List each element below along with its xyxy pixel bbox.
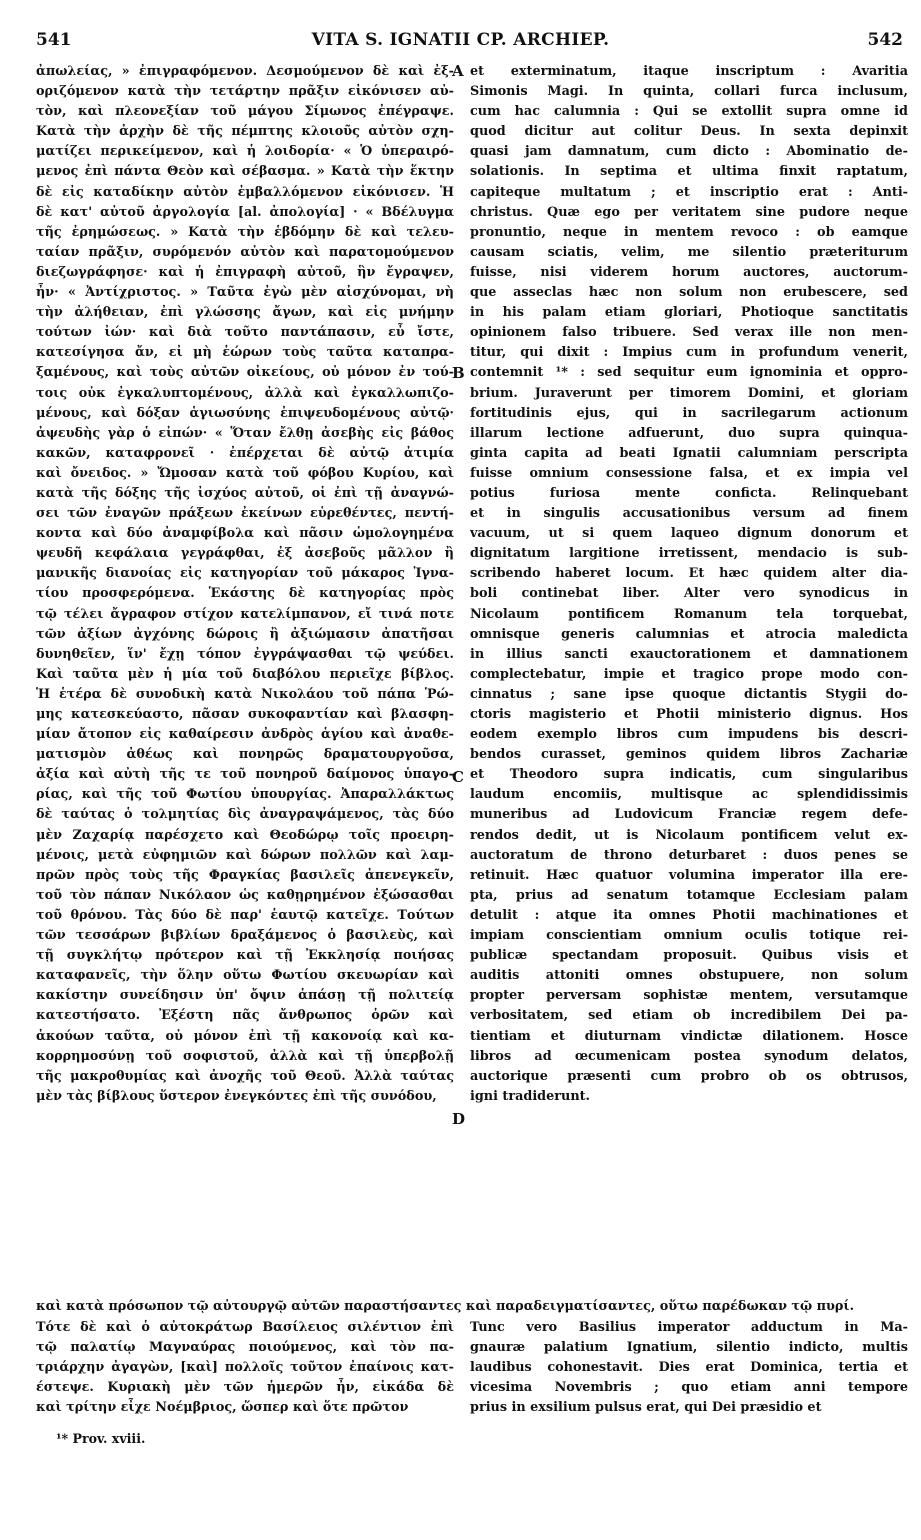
latin-text-line: ctoris magisterio et Photii ministerio dignus. Hos	[470, 707, 908, 722]
latin-text-line: que asseclas hæc non solum non erubescere, sed	[470, 285, 908, 301]
latin-text-line: dignitatum largitione irretissent, mendacio is sub-	[470, 546, 908, 562]
latin-text-line: verbositatem, sed etiam ob incredibilem Dei pa-	[470, 1008, 908, 1024]
latin-text-line: muneribus ad Ludovicum Franciæ regem defe-	[470, 807, 908, 823]
greek-text-line: Τότε δὲ καὶ ὁ αὐτοκράτωρ Βασίλειος σιλέντιον ἐπὶ	[36, 1320, 454, 1335]
latin-text-line: tientiam et diuturnam vindictæ dilationem. Hosce	[470, 1028, 908, 1044]
latin-text-line: fuisse, nisi viderem horum auctores, auctorum-	[470, 264, 908, 280]
latin-text-line: ginta capita ad beati Ignatii calumniam perscripta	[470, 445, 908, 461]
greek-text-line: τῆς μακροθυμίας καὶ ἀνοχῆς τοῦ Θεοῦ. Ἀλλὰ ταύτας	[36, 1068, 454, 1084]
greek-text-line: οριζόμενον κατὰ τὴν τετάρτην πρᾶξιν εἰκόνισεν αὐ-	[36, 84, 454, 100]
greek-text-line: ξαμένους, καὶ τοὺς αὐτῶν οἰκείους, οὐ μόνον ἐν τού-	[36, 365, 454, 381]
greek-text-line: ρίας, καὶ τῆς τοῦ Φωτίου ὑπουργίας. Ἀπαραλλάκτως	[36, 787, 454, 803]
margin-letter-d: D	[452, 1110, 466, 1128]
latin-text-line: publicæ spectandam proposuit. Quibus visis et	[470, 948, 908, 964]
latin-text-line: in his palam etiam gloriari, Photioque sanctitatis	[470, 305, 908, 321]
latin-text-line: fortitudinis ejus, qui in sacrilegarum actionum	[470, 405, 908, 421]
greek-text-line: τῷ τέλει ἄγραφον στίχον κατελίμπανον, εἴ τινά ποτε	[36, 606, 454, 622]
greek-text-line: μίαν ἄτοπον εἰς καθαίρεσιν ἀνδρὸς ἁγίου καὶ ἀναθε-	[36, 727, 454, 743]
latin-text-line: rendos dedit, ut is Nicolaum pontificem velut ex-	[470, 827, 908, 843]
greek-text-line: Καὶ ταῦτα μὲν ἡ μία τοῦ διαβόλου περιεῖχε βίβλος.	[36, 666, 454, 682]
greek-text-line: μὲν τὰς βίβλους ὕστερον ἐνεγκόντες ἐπὶ τῆς συνόδου,	[36, 1088, 437, 1104]
greek-text-line: μένους, καὶ δόξαν ἁγιωσύνης ἐπιψευδομένους αὐτῷ·	[36, 405, 454, 421]
latin-column-continued	[470, 1318, 908, 1418]
greek-text-line: τοῦ θρόνου. Τὰς δύο δὲ παρ' ἑαυτῷ κατεῖχε. Τούτων	[36, 907, 454, 923]
latin-text-line: auditis attoniti omnes obstupuere, non solum	[470, 968, 908, 984]
latin-text-line: et in singulis accusationibus versum ad finem	[470, 506, 908, 522]
latin-text-line: cum hac calumnia : Qui se extollit supra omne id	[470, 104, 908, 120]
greek-text-line: καὶ ὄνειδος. » Ὤμοσαν κατὰ τοῦ φόβου Κυρίου, καὶ	[36, 465, 454, 481]
greek-text-line: καταφανεῖς, τὴν ὅλην οὕτω Φωτίου σκευωρίαν καὶ	[36, 968, 454, 984]
greek-text-line: δὲ εἰς καταδίκην αὐτὸν ἐμβαλλόμενον εἰκόνισεν. Ἡ	[36, 184, 454, 200]
latin-text-line: pta, prius ad senatum totamque Ecclesiam palam	[470, 887, 908, 903]
greek-text-line: τούτων ἰών· καὶ διὰ τοῦτο παντάπασιν, εὖ ἴστε,	[36, 325, 454, 341]
greek-text-line: τίου προσφερόμενα. Ἑκάστης δὲ κατηγορίας πρὸς	[36, 586, 454, 602]
latin-text-line: omnisque generis calumnias et atrocia maledicta	[470, 626, 908, 642]
greek-text-line: ἦν· « Ἀντίχριστος. » Ταῦτα ἐγὼ μὲν αἰσχύνομαι, νὴ	[36, 285, 454, 301]
greek-text-line: τῆς ἐρημώσεως. » Κατὰ τὴν ἑβδόμην δὲ καὶ τελευ-	[36, 224, 454, 240]
latin-text-line: Nicolaum pontificem Romanum tela torquebat,	[470, 606, 908, 622]
latin-text-line: et exterminatum, itaque inscriptum : Avaritia	[470, 64, 908, 79]
greek-text-line: τριάρχην ἀγαγὼν, [καὶ] πολλοῖς τοῦτον ἐπαίνοις κατ-	[36, 1360, 454, 1376]
greek-text-line: κατὰ τῆς δόξης τῆς ἰσχύος αὐτοῦ, οἱ ἐπὶ τῇ ἀναγνώ-	[36, 485, 454, 501]
latin-text-line: vacuum, ut si quem laqueo dignum donorum et	[470, 526, 908, 542]
latin-text-line: contemnit ¹* : sed sequitur eum ignominia et oppro-	[470, 365, 908, 381]
latin-text-line: propter perversam sophistæ mentem, versutamque	[470, 988, 908, 1004]
latin-text-line: eodem exemplo libros cum impudens bis descri-	[470, 727, 908, 743]
greek-text-line: κατεστήσατο. Ἐξέστη πᾶς ἄνθρωπος ὁρῶν καὶ	[36, 1008, 454, 1024]
running-title: VITA S. IGNATII CP. ARCHIEP.	[311, 30, 610, 50]
latin-text-line: quasi jam damnatum, cum dicto : Abominatio de-	[470, 144, 908, 160]
latin-text-line: retinuit. Hæc quatuor volumina imperator illa ere-	[470, 867, 908, 883]
greek-text-line: κορρημοσύνῃ τοῦ σοφιστοῦ, ἀλλὰ καὶ τῇ ὑπερβολῇ	[36, 1048, 454, 1064]
greek-text-line: τῷ παλατίῳ Μαγναύρας ποιούμενος, καὶ τὸν πα-	[36, 1340, 454, 1356]
greek-text-line: ἀψευδὴς γὰρ ὁ εἰπών· « Ὅταν ἔλθῃ ἀσεβὴς εἰς βάθος	[36, 425, 454, 441]
greek-text-line: ταίαν πρᾶξιν, συρόμενόν αὐτὸν καὶ παρατομούμενον	[36, 244, 454, 260]
greek-text-line: Ἡ ἑτέρα δὲ συνοδικὴ κατὰ Νικολάου τοῦ πάπα Ῥώ-	[36, 686, 454, 702]
latin-text-line: solationis. In septima et ultima finxit raptatum,	[470, 164, 908, 180]
greek-text-line: ματισμὸν ἀθέως καὶ πονηρῶς δραματουργοῦσα,	[36, 747, 454, 763]
greek-text-line: τῇ συγκλήτῳ πρότερον καὶ τῇ Ἐκκλησίᾳ ποιήσας	[36, 948, 454, 964]
latin-text-line: potius furiosa mente conficta. Relinquebant	[470, 485, 908, 501]
latin-text-line: Simonis Magi. In quinta, collari furca inclusum,	[470, 84, 908, 100]
latin-text-line: scribendo haberet locum. Et hæc quidem alter dia-	[470, 566, 908, 582]
latin-text-line: laudibus cohonestavit. Dies erat Dominica, tertia et	[470, 1360, 908, 1376]
greek-text-line: κοντα καὶ δύο ἀναμφίβολα καὶ πᾶσιν ὡμολογημένα	[36, 526, 454, 542]
latin-text-line: auctorique præsenti cum probro ob os obtrusos,	[470, 1068, 908, 1084]
latin-text-line: illarum lectione adfuerunt, duo supra quinqua-	[470, 425, 908, 441]
latin-text-line: complectebatur, impie et tragico prope modo con-	[470, 666, 908, 682]
greek-text-line: δυνηθεῖεν, ἵν' ἔχῃ τόπον ἐγγράψασθαι τῷ ψεύδει.	[36, 646, 454, 662]
latin-text-line: impiam conscientiam omnium oculis totique rei-	[470, 928, 908, 944]
latin-text-line: gnauræ palatium Ignatium, silentio indicto, multis	[470, 1340, 908, 1356]
greek-text-line: δὲ ταύτας ὁ τολμητίας δὶς ἀναγραψάμενος, τὰς δύο	[36, 807, 454, 823]
latin-text-line: capiteque multatum ; et inscriptio erat : Anti-	[470, 184, 908, 200]
greek-text-line: καὶ τρίτην εἶχε Νοέμβριος, ὥσπερ καὶ ὅτε πρῶτον	[36, 1400, 409, 1416]
latin-text-line: prius in exsilium pulsus erat, qui Dei præsidio et	[470, 1400, 822, 1416]
latin-text-line: pronuntio, neque in mentem revoco : ob eamque	[470, 224, 908, 240]
greek-text-line: Κατὰ τὴν ἀρχὴν δὲ τῆς πέμπτης κλοιοῦς αὐτὸν σχη-	[36, 124, 454, 140]
greek-text-line: τῶν τεσσάρων βιβλίων δραξάμενος ὁ βασιλεὺς, καὶ	[36, 928, 454, 944]
latin-text-line: brium. Juraverunt per timorem Domini, et gloriam	[470, 385, 908, 401]
latin-text-line: fuisse omnium consessione falsa, et ex impia vel	[470, 465, 908, 481]
latin-column	[470, 62, 908, 1107]
latin-text-line: in illius sancti exauctorationem et damnationem	[470, 646, 908, 662]
latin-text-line: causam sciatis, velim, me silentio præteriturum	[470, 244, 908, 260]
greek-text-line: διεζωγράφησε· καὶ ἡ ἐπιγραφὴ αὐτοῦ, ἣν ἔγραψεν,	[36, 264, 454, 280]
greek-text-line: κακίστην συνείδησιν ὑπ' ὄψιν ἁπάσῃ τῇ πολιτείᾳ	[36, 988, 454, 1004]
latin-text-line: cinnatus ; sane ipse quoque dictantis Stygii do-	[470, 686, 908, 702]
latin-text-line: titur, qui dixit : Impius cum in profundum venerit,	[470, 345, 908, 361]
greek-text-line: τὸν, καὶ πλεονεξίαν τοῦ μάγου Σίμωνος ἐπέγραψε.	[36, 104, 454, 120]
latin-text-line: boli continebat liber. Alter vero synodicus in	[470, 586, 908, 602]
latin-text-line: christus. Quæ ego per veritatem sine pudore neque	[470, 204, 908, 220]
page-number-right: 542	[867, 30, 903, 50]
greek-text-line: ψευδῆ κεφάλαια γεγράφθαι, ἐξ ἀσεβοῦς μᾶλλον ἢ	[36, 546, 454, 562]
greek-text-line: τὴν ἀλήθειαν, ἐπὶ γλώσσης ἄγων, καὶ εἰς μνήμην	[36, 305, 454, 321]
latin-text-line: auctoratum de throno deturbaret : duos penes se	[470, 847, 908, 863]
latin-text-line: Tunc vero Basilius imperator adductum in Ma-	[470, 1320, 908, 1335]
greek-text-line: μης κατεσκεύαστο, πᾶσαν συκοφαντίαν καὶ βλασφη-	[36, 707, 454, 722]
latin-text-line: quod dicitur aut colitur Deus. In sexta depinxit	[470, 124, 908, 140]
latin-text-line: vicesima Novembris ; quo etiam anni tempore	[470, 1380, 908, 1396]
greek-text-line: τοις οὐκ ἐγκαλυπτομένους, ἀλλὰ καὶ ἐγκαλλωπιζο-	[36, 385, 454, 401]
greek-text-line: ματίζει περικείμενον, καὶ ἡ λοιδορία· « Ὁ ὑπεραιρό-	[36, 144, 454, 160]
greek-text-line: κακῶν, καταφρονεῖ · ἐπέρχεται δὲ αὐτῷ ἀτιμία	[36, 445, 454, 461]
greek-text-line: έστεψε. Κυριακὴ μὲν τῶν ἡμερῶν ἦν, εἰκάδα δὲ	[36, 1380, 454, 1396]
running-header	[0, 30, 921, 56]
page-number-left: 541	[36, 30, 72, 50]
greek-text-line: τῶν ἀξίων ἀγχόνης δώροις ἢ ἀξιώμασιν ἀπατῆσαι	[36, 626, 454, 642]
greek-text-line: τοῦ τὸν πάπαν Νικόλαον ὡς καθῃρημένον ἐξώσασθαι	[36, 887, 454, 903]
greek-text-line: δὲ κατ' αὐτοῦ ἀργολογία [al. ἀπολογία] · « Βδέλυγμα	[36, 204, 454, 220]
greek-text-line: μενος ἐπὶ πάντα Θεὸν καὶ σέβασμα. » Κατὰ τὴν ἕκτην	[36, 164, 454, 180]
footnote: ¹* Prov. xviii.	[56, 1431, 146, 1446]
greek-text-line: ἀξία καὶ αὐτὴ τῆς τε τοῦ πονηροῦ δαίμονος ὑπαγο-	[36, 767, 454, 783]
latin-text-line: laudum encomiis, multisque ac splendidissimis	[470, 787, 908, 803]
greek-text-line: σει τῶν ἐναγῶν πράξεων ἐκείνων εὑρεθέντες, πεντή-	[36, 506, 454, 522]
greek-text-line: πρῶν πρὸς τοὺς τῆς Φραγκίας βασιλεῖς ἀπενεγκεῖν,	[36, 867, 454, 883]
margin-letter-c: C	[452, 768, 464, 786]
greek-text-line: μανικῆς διανοίας εἰς κατηγορίαν τοῦ μάκαρος Ἰγνα-	[36, 566, 454, 582]
latin-text-line: libros ad œcumenicam postea synodum delatos,	[470, 1048, 908, 1064]
margin-letter-a: A	[452, 62, 464, 80]
latin-text-line: opinionem falso tribuere. Sed verax ille non men-	[470, 325, 908, 341]
margin-letter-b: B	[452, 364, 465, 382]
full-width-line: καὶ κατὰ πρόσωπον τῷ αὐτουργῷ αὐτῶν παραστήσαντες καὶ παραδειγματίσαντες, οὕτω παρέδωκαν τῷ πυρί.	[36, 1299, 855, 1314]
greek-text-line: μὲν Ζαχαρίᾳ παρέσχετο καὶ Θεοδώρῳ τοῖς προειρη-	[36, 827, 454, 843]
latin-text-line: detulit : atque ita omnes Photii machinationes et	[470, 907, 908, 923]
greek-text-line: μένοις, μετὰ εὐφημιῶν καὶ δώρων πολλῶν καὶ λαμ-	[36, 847, 454, 863]
latin-text-line: igni tradiderunt.	[470, 1088, 590, 1104]
greek-column-continued	[36, 1318, 454, 1418]
greek-text-line: κατεσίγησα ἄν, εἰ μὴ ἑώρων τοὺς ταῦτα καταπρα-	[36, 345, 454, 361]
greek-text-line: ἀπωλείας, » ἐπιγραφόμενον. Δεσμούμενον δὲ καὶ ἐξ-	[36, 64, 454, 79]
greek-column	[36, 62, 454, 1107]
latin-text-line: et Theodoro supra indicatis, cum singularibus	[470, 767, 908, 783]
latin-text-line: bendos curasset, geminos quidem libros Zachariæ	[470, 747, 908, 763]
greek-text-line: ἀκούων ταῦτα, οὐ μόνον ἐπὶ τῇ κακονοίᾳ καὶ κα-	[36, 1028, 454, 1044]
